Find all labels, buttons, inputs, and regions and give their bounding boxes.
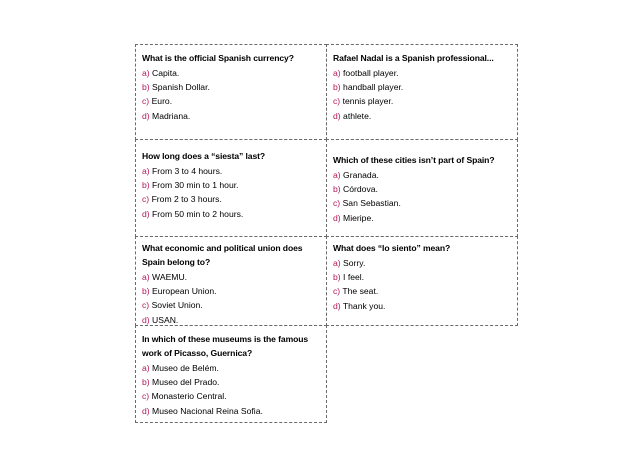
quiz-card-nadal xyxy=(326,44,518,140)
question-text xyxy=(142,332,320,360)
quiz-card-union xyxy=(135,236,327,326)
option-d: d) Thank you. xyxy=(333,300,386,311)
question-text: Rafael Nadal is a Spanish professional... xyxy=(333,53,494,63)
option-b: b) Córdova. xyxy=(333,184,378,195)
quiz-card-siesta xyxy=(135,139,327,237)
option-b: b) From 30 min to 1 hour. xyxy=(142,180,239,191)
quiz-card-currency xyxy=(135,44,327,140)
quiz-card-lo-siento xyxy=(326,236,518,326)
option-a: a) football player. xyxy=(333,68,399,78)
quiz-card-guernica xyxy=(135,325,327,423)
option-c: c) From 2 to 3 hours. xyxy=(142,194,222,205)
question-line-1: What economic and political union does xyxy=(142,243,303,253)
option-c: c) The seat. xyxy=(333,286,379,297)
option-b: b) Museo del Prado. xyxy=(142,377,220,388)
option-b: b) Spanish Dollar. xyxy=(142,82,210,93)
question-line-1: In which of these museums is the famous xyxy=(142,334,309,344)
option-a: a) Capita. xyxy=(142,68,180,78)
option-a: a) Museo de Belém. xyxy=(142,363,219,373)
option-d: d) From 50 min to 2 hours. xyxy=(142,208,244,219)
option-b: b) handball player. xyxy=(333,82,404,93)
option-c: c) San Sebastian. xyxy=(333,198,401,209)
question-line-2: work of Picasso, Guernica? xyxy=(142,348,253,358)
question-text: What does “lo siento” mean? xyxy=(333,243,451,253)
option-a: a) Sorry. xyxy=(333,258,366,268)
option-c: c) tennis player. xyxy=(333,96,394,107)
option-c: c) Euro. xyxy=(142,96,173,107)
question-line-2: Spain belong to? xyxy=(142,257,211,267)
question-text: Which of these cities isn’t part of Spain? xyxy=(333,155,495,165)
option-d: d) athlete. xyxy=(333,110,372,121)
option-b: b) I feel. xyxy=(333,272,365,283)
question-text xyxy=(142,241,320,269)
option-d: d) USAN. xyxy=(142,314,179,325)
question-text: How long does a “siesta” last? xyxy=(142,151,266,161)
quiz-card-cities xyxy=(326,139,518,237)
question-text: What is the official Spanish currency? xyxy=(142,53,294,63)
option-b: b) European Union. xyxy=(142,286,217,297)
option-d: d) Mieripe. xyxy=(333,212,374,223)
option-d: d) Madriana. xyxy=(142,110,191,121)
option-c: c) Monasterio Central. xyxy=(142,391,227,402)
option-d: d) Museo Nacional Reina Sofia. xyxy=(142,405,263,416)
option-c: c) Soviet Union. xyxy=(142,300,203,311)
option-a: a) From 3 to 4 hours. xyxy=(142,166,223,176)
option-a: a) Granada. xyxy=(333,170,379,180)
option-a: a) WAEMU. xyxy=(142,272,188,282)
